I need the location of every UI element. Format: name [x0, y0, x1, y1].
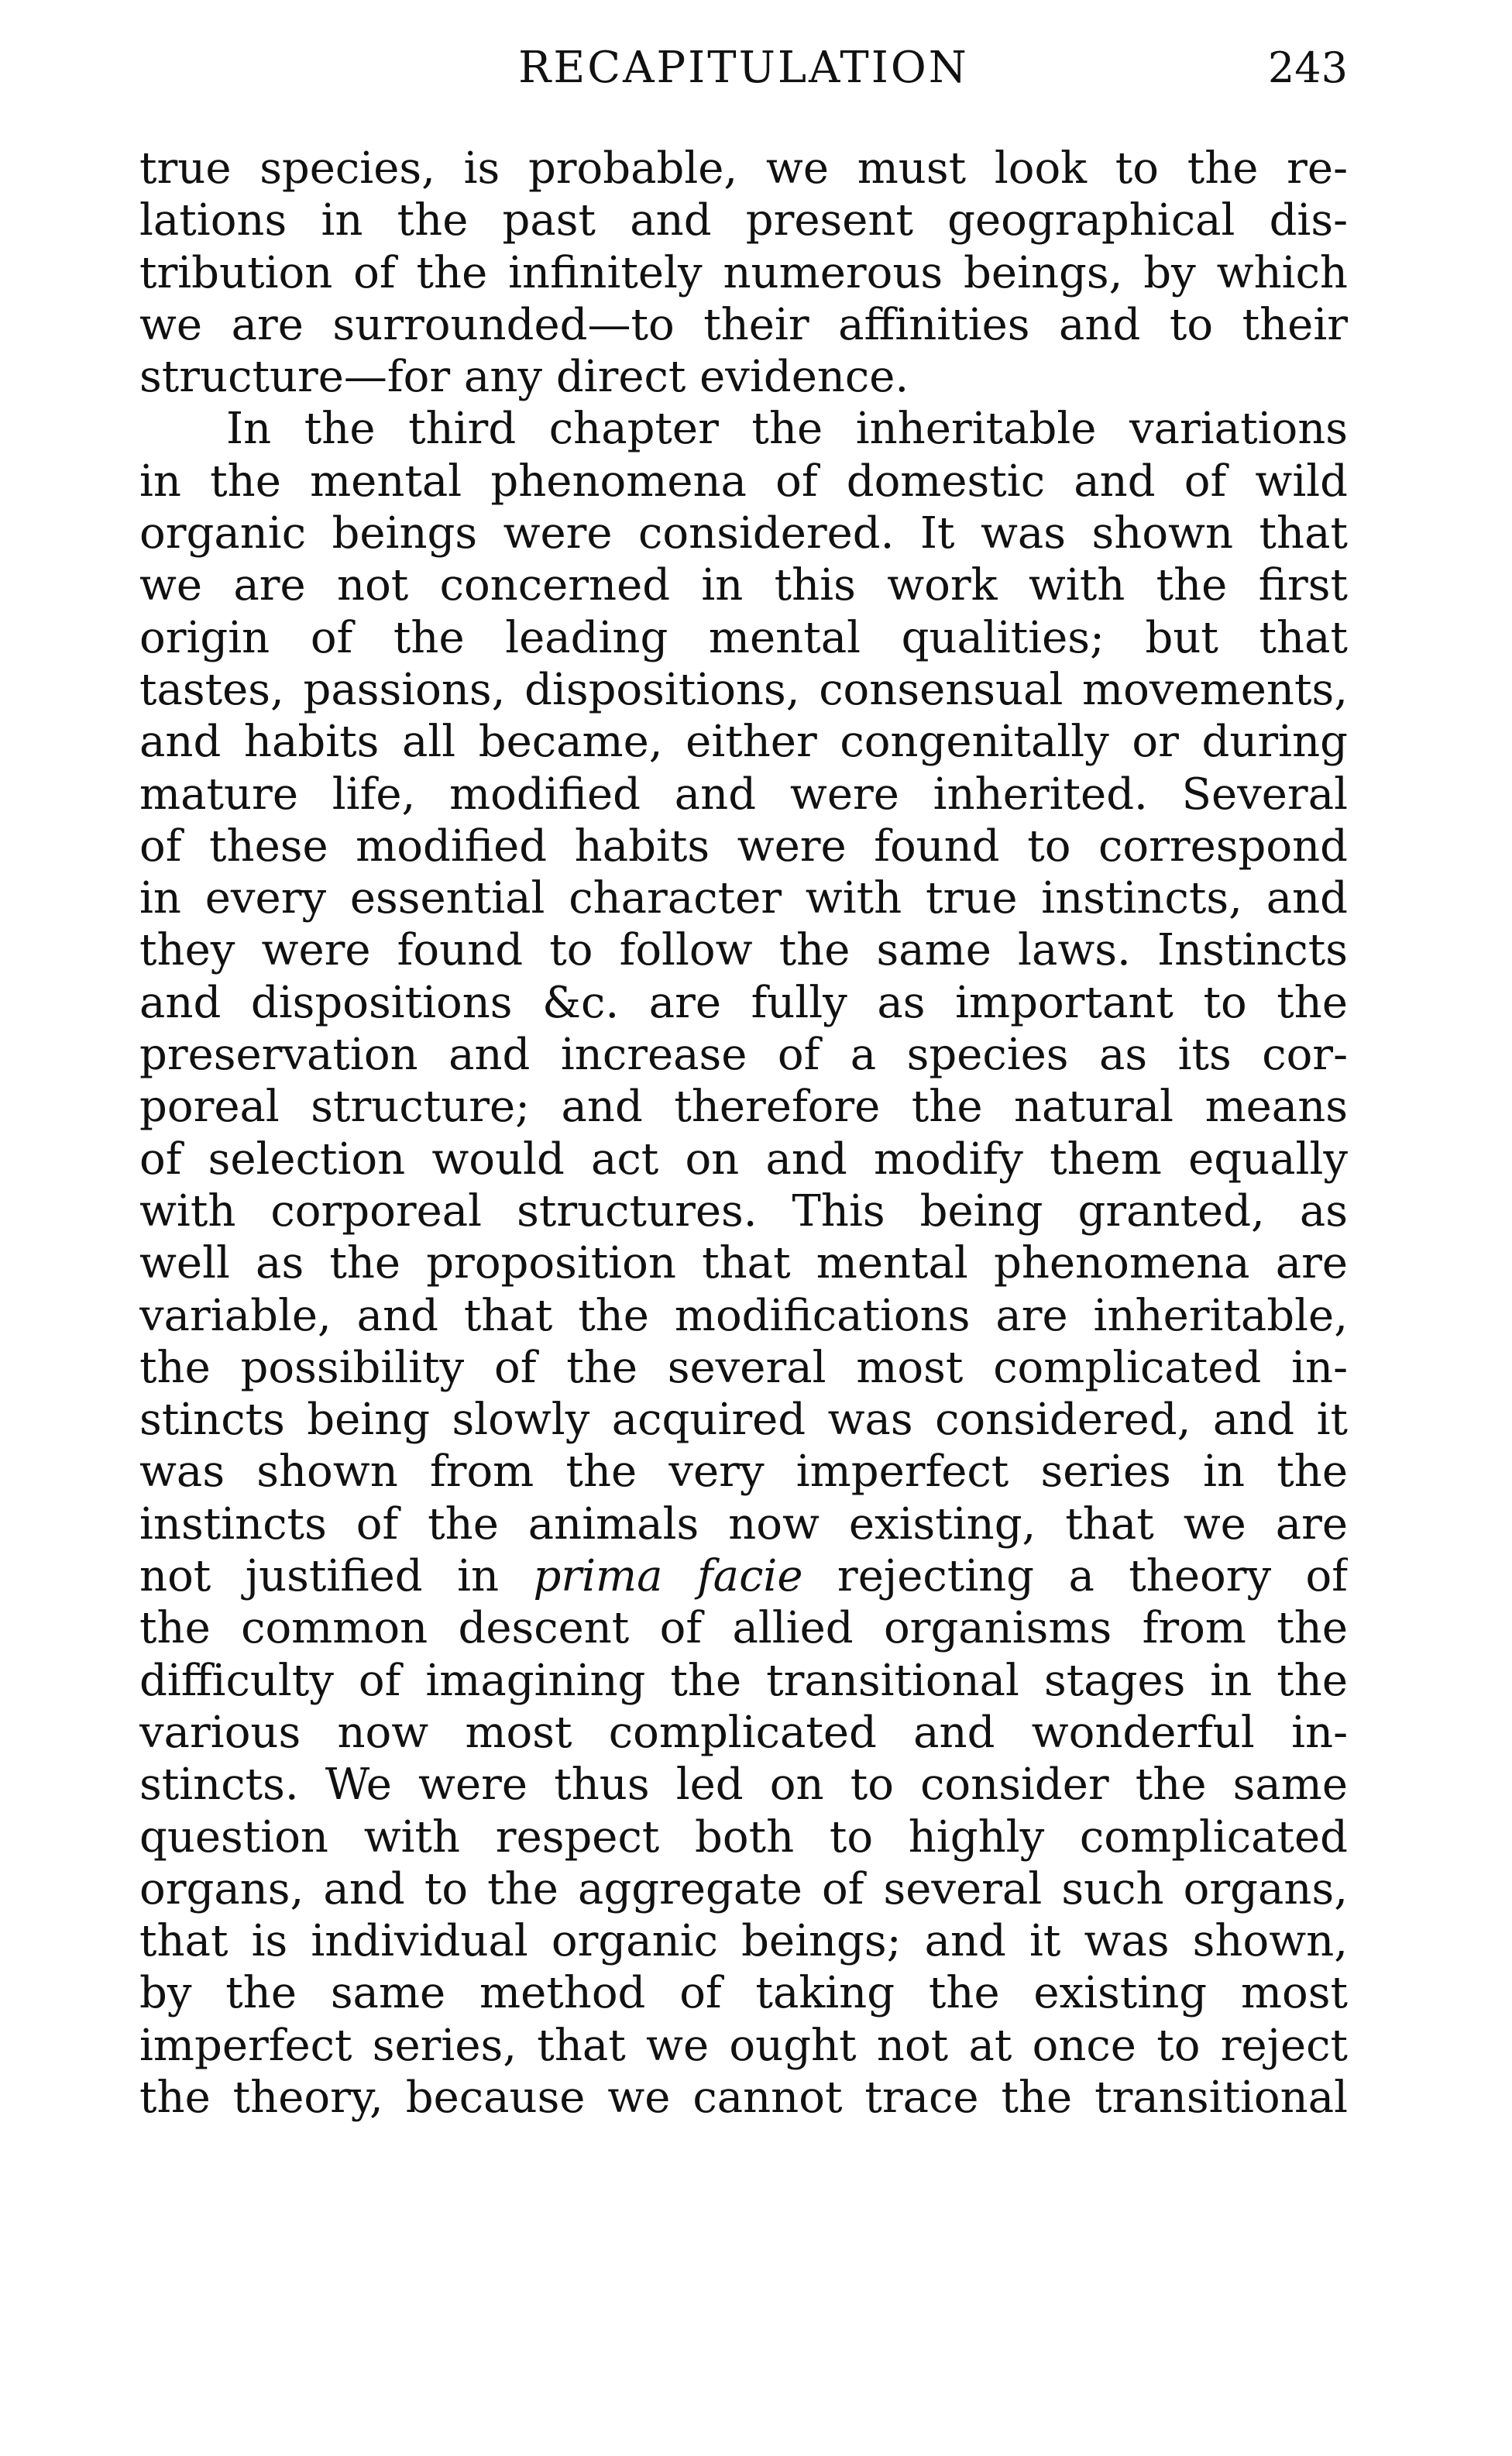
italic-phrase: prima facie [533, 1551, 803, 1602]
italic-text-line [139, 1550, 1348, 1602]
text-line: stincts. We were thus led on to consider the same [139, 1759, 1348, 1811]
running-head [139, 37, 1348, 99]
text-line: question with respect both to highly complicated [139, 1811, 1348, 1863]
text-line: imperfect series, that we ought not at once to reject [139, 2020, 1348, 2071]
text-line: the common descent of allied organisms from the [139, 1603, 1348, 1654]
text-segment: rejecting a theory of [802, 1551, 1348, 1602]
text-line: tribution of the infinitely numerous beings, by which [139, 247, 1348, 298]
text-line: with corporeal structures. This being granted, as [139, 1185, 1348, 1237]
text-line: true species, is probable, we must look to the re- [139, 143, 1348, 194]
text-line: various now most complicated and wonderful in- [139, 1707, 1348, 1758]
page-number: 243 [1267, 43, 1348, 92]
text-line: poreal structure; and therefore the natural means [139, 1082, 1348, 1133]
text-line: by the same method of taking the existing most [139, 1968, 1348, 2019]
text-line: mature life, modified and were inherited. Several [139, 769, 1348, 820]
text-line: preservation and increase of a species as its cor- [139, 1030, 1348, 1081]
text-line: lations in the past and present geographical dis- [139, 195, 1348, 246]
text-line: organic beings were considered. It was shown that [139, 508, 1348, 559]
text-line: was shown from the very imperfect series in the [139, 1446, 1348, 1498]
text-line: and dispositions &c. are fully as important to the [139, 977, 1348, 1028]
paragraph-start-line: In the third chapter the inheritable variations [226, 404, 1348, 455]
text-line: we are not concerned in this work with the first [139, 560, 1348, 611]
text-line: in the mental phenomena of domestic and of wild [139, 456, 1348, 507]
text-line: of these modified habits were found to correspond [139, 820, 1348, 872]
text-line: the theory, because we cannot trace the transitional [139, 2072, 1348, 2123]
text-line: instincts of the animals now existing, that we are [139, 1498, 1348, 1550]
text-line: and habits all became, either congenitally or during [139, 717, 1348, 768]
text-line: in every essential character with true instincts, and [139, 873, 1348, 924]
text-line: difficulty of imagining the transitional stages in the [139, 1655, 1348, 1706]
text-line: variable, and that the modifications are inheritable, [139, 1290, 1348, 1341]
text-line: well as the proposition that mental phenomena are [139, 1238, 1348, 1289]
text-segment: not justified in [139, 1551, 534, 1602]
text-line: they were found to follow the same laws. Instincts [139, 925, 1348, 976]
text-line: origin of the leading mental qualities; but that [139, 612, 1348, 663]
body-text [139, 143, 1348, 2124]
text-line: that is individual organic beings; and it was shown, [139, 1916, 1348, 1967]
paragraph-end-line: structure—for any direct evidence. [139, 352, 909, 403]
text-line: we are surrounded—to their affinities and to their [139, 299, 1348, 350]
running-head-title: RECAPITULATION [518, 43, 969, 93]
text-line: tastes, passions, dispositions, consensual movements, [139, 664, 1348, 715]
text-line: stincts being slowly acquired was considered, and it [139, 1395, 1348, 1446]
text-line: of selection would act on and modify them equally [139, 1133, 1348, 1185]
text-line: organs, and to the aggregate of several such organs, [139, 1863, 1348, 1914]
text-line: the possibility of the several most complicated in- [139, 1342, 1348, 1393]
